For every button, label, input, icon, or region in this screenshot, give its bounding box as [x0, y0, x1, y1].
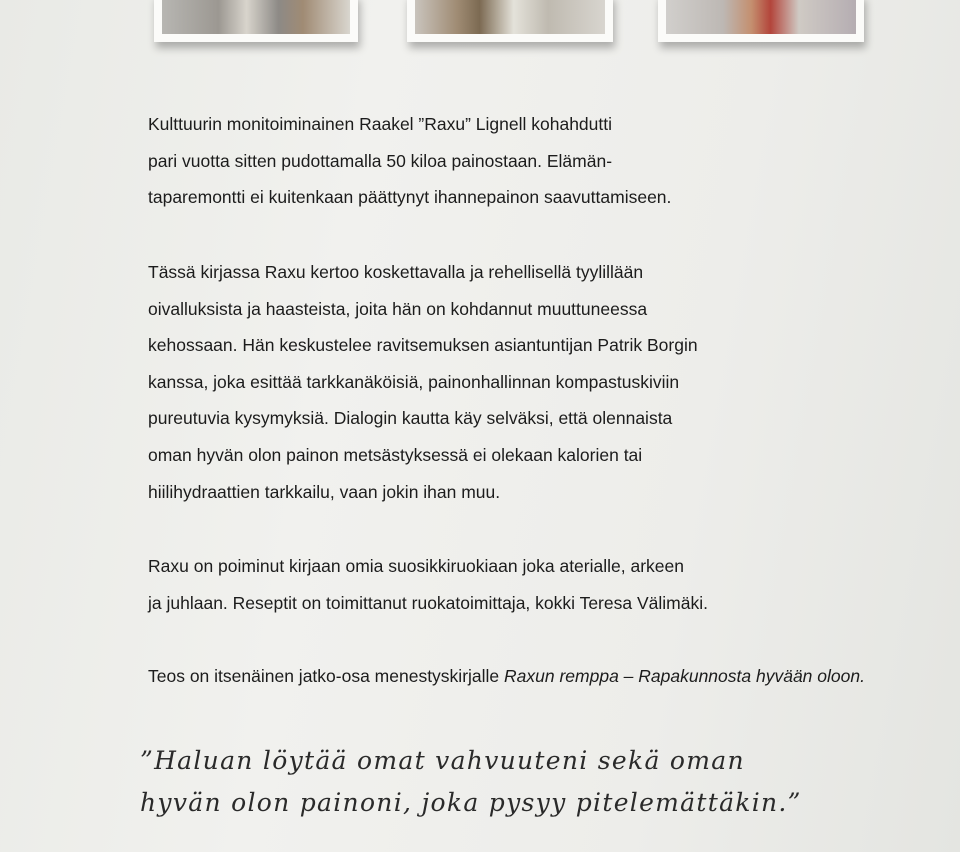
- text-line: oman hyvän olon painon metsästyksessä ei olekaan kalorien tai: [148, 444, 643, 465]
- text-line: kehossaan. Hän keskustelee ravitsemuksen asiantuntijan Patrik Borgin: [148, 335, 698, 356]
- paragraph-book-content: [148, 254, 698, 510]
- text-line: Raxu on poiminut kirjaan omia suosikkiruokiaan joka aterialle, arkeen: [148, 556, 684, 576]
- text-line: Tässä kirjassa Raxu kertoo koskettavalla ja rehellisellä tyylillään: [148, 262, 644, 282]
- quote-line: hyvän olon painoni, joka pysyy pitelemättäkin.”: [140, 788, 802, 817]
- text-line: hiilihydraattien tarkkailu, vaan jokin ihan muu.: [148, 481, 501, 502]
- paragraph-intro: [148, 106, 671, 216]
- paragraph-sequel-note: [148, 658, 865, 695]
- text-line: pureutuvia kysymyksiä. Dialogin kautta käy selväksi, että olennaista: [148, 408, 673, 429]
- cover-photo-dish: [407, 0, 613, 42]
- quote-line: ”Haluan löytää omat vahvuuteni sekä oman: [140, 746, 745, 775]
- text-line: Kulttuurin monitoiminainen Raakel ”Raxu” Lignell kohahdutti: [148, 114, 613, 134]
- text-line: kanssa, joka esittää tarkkanäköisiä, painonhallinnan kompastuskiviin: [148, 371, 680, 392]
- text-line: pari vuotta sitten pudottamalla 50 kiloa painostaan. Elämän-: [148, 150, 613, 171]
- text-line: [148, 658, 865, 695]
- text-line: taparemontti ei kuitenkaan päättynyt ihannepainon saavuttamiseen.: [148, 187, 672, 207]
- cover-photo-portrait: [154, 0, 358, 42]
- text-line: oivalluksista ja haasteista, joita hän on kohdannut muuttuneessa: [148, 298, 648, 319]
- text-line: ja juhlaan. Reseptit on toimittanut ruokatoimittaja, kokki Teresa Välimäki.: [148, 592, 708, 613]
- paragraph-recipes: [148, 548, 708, 621]
- previous-book-title: Raxun remppa – Rapakunnosta hyvään oloon.: [504, 666, 865, 686]
- cover-photo-dessert: [658, 0, 864, 42]
- sequel-lead: Teos on itsenäinen jatko-osa menestyskirjalle: [148, 666, 505, 686]
- handwritten-quote: [140, 740, 802, 824]
